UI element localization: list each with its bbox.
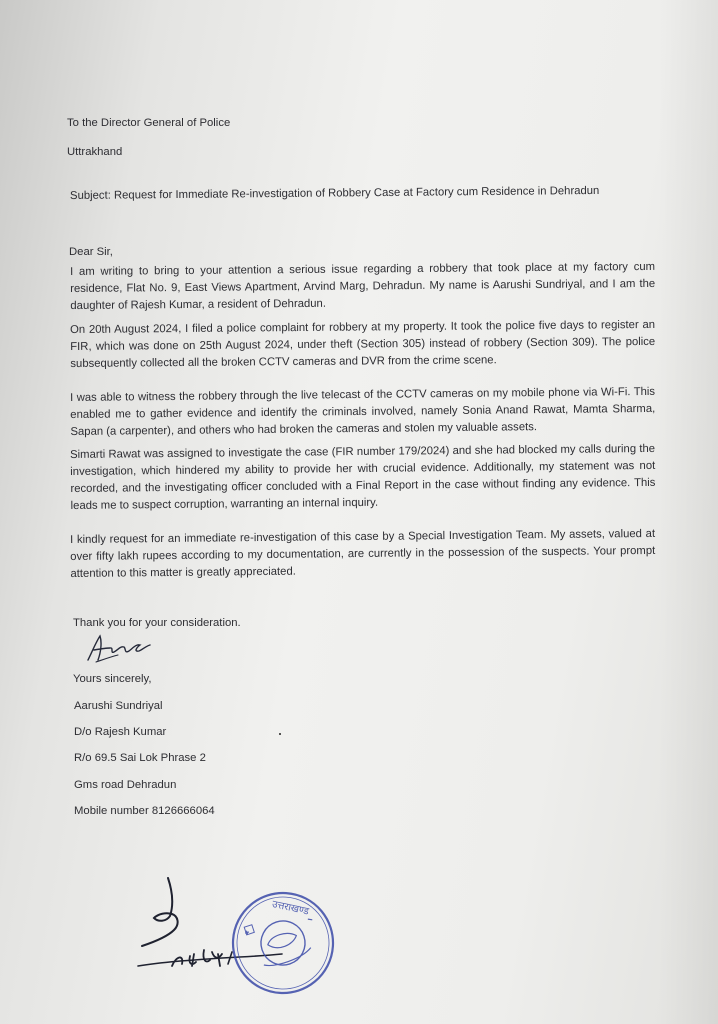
ink-dot [279, 733, 281, 735]
sender-relation: D/o Rajesh Kumar [74, 726, 167, 738]
paragraph-evidence: I was able to witness the robbery through the live telecast of the CCTV cameras on my mobile phone via Wi-Fi. This enabled me to gather evidence and identify the criminals involved, namely Sonia Anand Rawat, Mamta Sharma, Sapan (a carpenter), and others who had broken the cameras and stolen my valuable assets. [70, 385, 656, 438]
signature-small [84, 630, 164, 670]
paragraph-intro: I am writing to bring to your attention a serious issue regarding a robbery that took place at my factory cum residence, Flat No. 9, East Views Apartment, Arvind Marg, Dehradun. My name is Aarushi Sundriyal, and I am the daughter of Rajesh Kumar, a resident of Dehradun. [70, 260, 656, 312]
paragraph-complaint: On 20th August 2024, I filed a police complaint for robbery at my property. It took the police five days to register an FIR, which was done on 25th August 2024, under theft (Section 305) instead of robbery (Section 309). The police subsequently collected all the broken CCTV cameras and DVR from the crime scene. [70, 318, 656, 370]
stamp-text: उत्तराखण्ड [270, 899, 310, 918]
thanks-line: Thank you for your consideration. [73, 617, 241, 629]
paragraph-request: I kindly request for an immediate re-investigation of this case by a Special Investigation Team. My assets, valued at over fifty lakh rupees according to my documentation, are currently in the possession of the suspects. Your prompt attention to this matter is greatly appreciated. [70, 527, 656, 580]
closing-line: Yours sincerely, [73, 673, 152, 685]
sender-address-1: R/o 69.5 Sai Lok Phrase 2 [74, 752, 206, 764]
paragraph-investigation: Simarti Rawat was assigned to investigate the case (FIR number 179/2024) and she had blocked my calls during the investigation, which hindered my ability to provide her with crucial evidence. Additionally, my statement was not recorded, and the investigating officer concluded with a Final Report in the case without finding any evidence. This leads me to suspect corruption, warranting an internal inquiry. [70, 442, 656, 512]
recipient-line: To the Director General of Police [67, 117, 231, 129]
sender-mobile: Mobile number 8126666064 [74, 805, 215, 817]
sender-address-2: Gms road Dehradun [74, 779, 177, 791]
subject-line: Subject: Request for Immediate Re-investigation of Robbery Case at Factory cum Residence in Dehradun [69, 184, 600, 202]
salutation: Dear Sir, [69, 246, 113, 258]
recipient-state: Uttrakhand [67, 146, 123, 158]
official-stamp [228, 888, 338, 998]
page-edge-shadow [658, 0, 718, 1024]
sender-name: Aarushi Sundriyal [74, 700, 163, 712]
